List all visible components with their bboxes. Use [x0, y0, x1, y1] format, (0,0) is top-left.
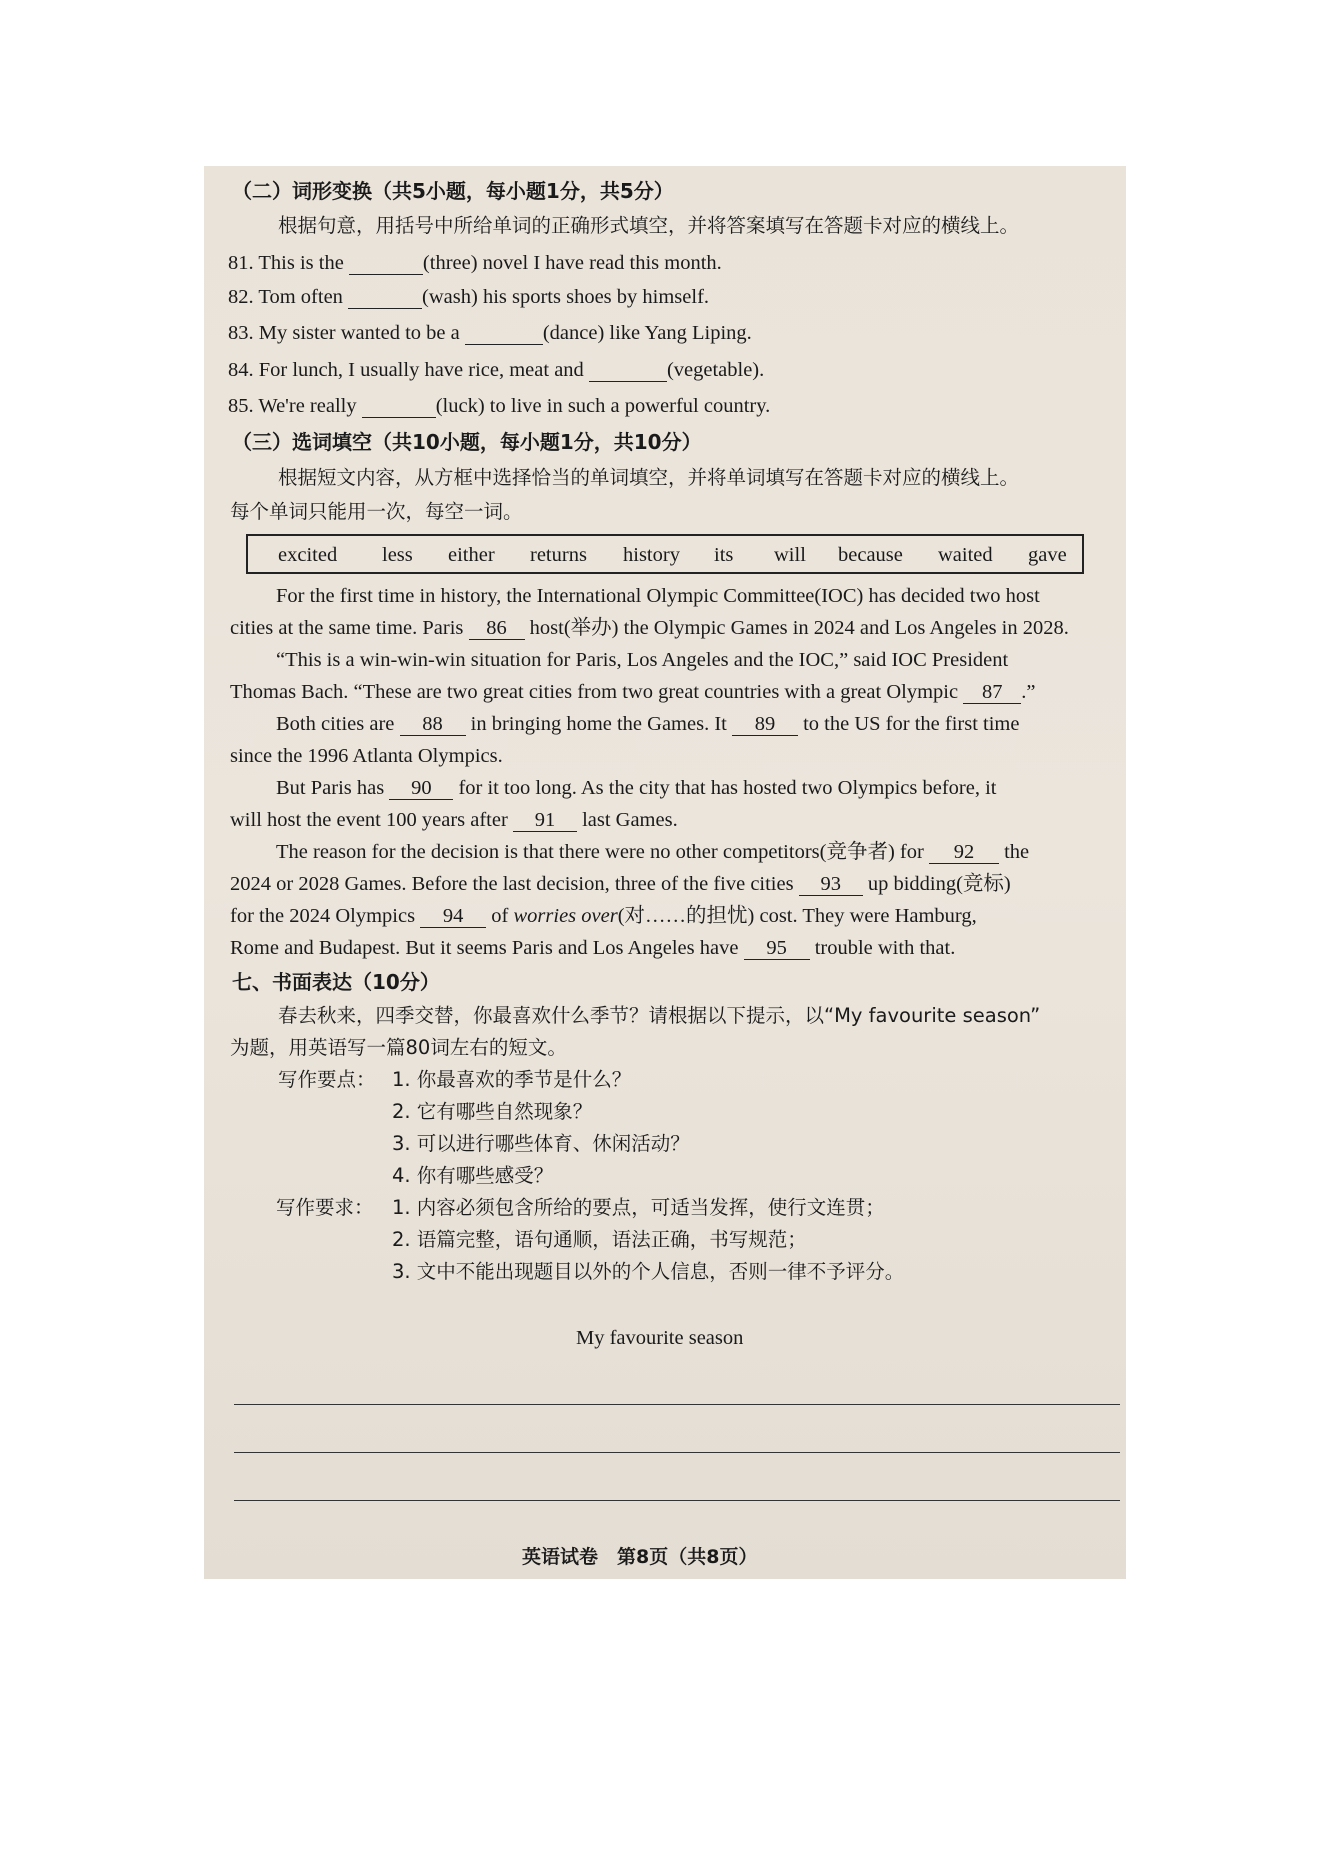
passage-line: 2024 or 2028 Games. Before the last decision, three of the five cities 93 up bidding(竞标) [230, 873, 1011, 895]
writing-line[interactable] [234, 1452, 1120, 1453]
blank-92[interactable]: 92 [929, 842, 999, 864]
section7-title: 七、书面表达（10分） [232, 970, 440, 994]
word-option: its [714, 544, 734, 566]
blank-93[interactable]: 93 [799, 874, 863, 896]
passage-line: for the 2024 Olympics 94 of worries over(对……的担忧) cost. They were Hamburg, [230, 905, 977, 927]
blank-86[interactable]: 86 [469, 618, 525, 640]
writing-line[interactable] [234, 1500, 1120, 1501]
blank-94[interactable]: 94 [420, 906, 486, 928]
passage-line: since the 1996 Atlanta Olympics. [230, 745, 503, 767]
answer-blank[interactable] [348, 287, 422, 309]
writing-requirement: 2. 语篇完整，语句通顺，语法正确，书写规范； [392, 1228, 807, 1251]
section7-prompt-2: 为题，用英语写一篇80词左右的短文。 [230, 1036, 567, 1059]
points-label: 写作要点： [278, 1068, 376, 1091]
section3-instruction-2: 每个单词只能用一次，每空一词。 [230, 500, 523, 523]
section2-title: （二）词形变换（共5小题，每小题1分，共5分） [232, 179, 674, 203]
word-option: gave [1028, 544, 1067, 566]
word-option: returns [530, 544, 587, 566]
answer-blank[interactable] [465, 323, 543, 345]
answer-blank[interactable] [589, 360, 667, 382]
passage-line: will host the event 100 years after 91 last Games. [230, 809, 678, 831]
section7-prompt: 春去秋来，四季交替，你最喜欢什么季节？请根据以下提示，以“My favourite season” [278, 1004, 1041, 1027]
passage-line: Both cities are 88 in bringing home the Games. It 89 to the US for the first time [276, 713, 1020, 735]
word-option: history [623, 544, 680, 566]
word-option: waited [938, 544, 993, 566]
passage-line: But Paris has 90 for it too long. As the city that has hosted two Olympics before, it [276, 777, 997, 799]
item-81: 81. This is the (three) novel I have read this month. [228, 252, 722, 274]
answer-blank[interactable] [349, 253, 423, 275]
passage-line: The reason for the decision is that there were no other competitors(竞争者) for 92 the [276, 841, 1030, 863]
item-82: 82. Tom often (wash) his sports shoes by himself. [228, 286, 710, 308]
section3-instruction: 根据短文内容，从方框中选择恰当的单词填空，并将单词填写在答题卡对应的横线上。 [278, 466, 1020, 489]
passage-line: “This is a win-win-win situation for Paris, Los Angeles and the IOC,” said IOC President [276, 649, 1009, 671]
answer-blank[interactable] [362, 396, 436, 418]
essay-title: My favourite season [576, 1327, 744, 1349]
writing-requirement: 1. 内容必须包含所给的要点，可适当发挥，使行文连贯； [392, 1196, 885, 1219]
writing-requirement: 3. 文中不能出现题目以外的个人信息，否则一律不予评分。 [392, 1260, 905, 1283]
item-83: 83. My sister wanted to be a (dance) like Yang Liping. [228, 322, 752, 344]
blank-95[interactable]: 95 [744, 938, 810, 960]
exam-page [204, 166, 1126, 1579]
writing-line[interactable] [234, 1404, 1120, 1405]
writing-point: 1. 你最喜欢的季节是什么？ [392, 1068, 632, 1091]
requirements-label: 写作要求： [276, 1196, 374, 1219]
section3-title: （三）选词填空（共10小题，每小题1分，共10分） [232, 430, 702, 454]
item-84: 84. For lunch, I usually have rice, meat and (vegetable). [228, 359, 765, 381]
word-option: excited [278, 544, 338, 566]
writing-point: 2. 它有哪些自然现象？ [392, 1100, 593, 1123]
passage-line: Thomas Bach. “These are two great cities from two great countries with a great Olympic 87 .” [230, 681, 1036, 703]
section2-instruction: 根据句意，用括号中所给单词的正确形式填空，并将答案填写在答题卡对应的横线上。 [278, 214, 1020, 237]
blank-88[interactable]: 88 [400, 714, 466, 736]
word-option: either [448, 544, 495, 566]
passage-line: For the first time in history, the International Olympic Committee(IOC) has decided two host [276, 585, 1040, 607]
blank-89[interactable]: 89 [732, 714, 798, 736]
item-85: 85. We're really (luck) to live in such a powerful country. [228, 395, 771, 417]
word-option: will [774, 544, 806, 566]
writing-point: 3. 可以进行哪些体育、休闲活动？ [392, 1132, 690, 1155]
page-footer: 英语试卷 第8页（共8页） [522, 1546, 758, 1568]
word-box [246, 534, 1084, 574]
blank-90[interactable]: 90 [389, 778, 453, 800]
blank-91[interactable]: 91 [513, 810, 577, 832]
passage-line: cities at the same time. Paris 86 host(举办) the Olympic Games in 2024 and Los Angeles in 2028. [230, 617, 1069, 639]
passage-line: Rome and Budapest. But it seems Paris and Los Angeles have 95 trouble with that. [230, 937, 956, 959]
word-option: less [382, 544, 413, 566]
blank-87[interactable]: 87 [963, 682, 1021, 704]
word-option: because [838, 544, 903, 566]
writing-point: 4. 你有哪些感受？ [392, 1164, 554, 1187]
